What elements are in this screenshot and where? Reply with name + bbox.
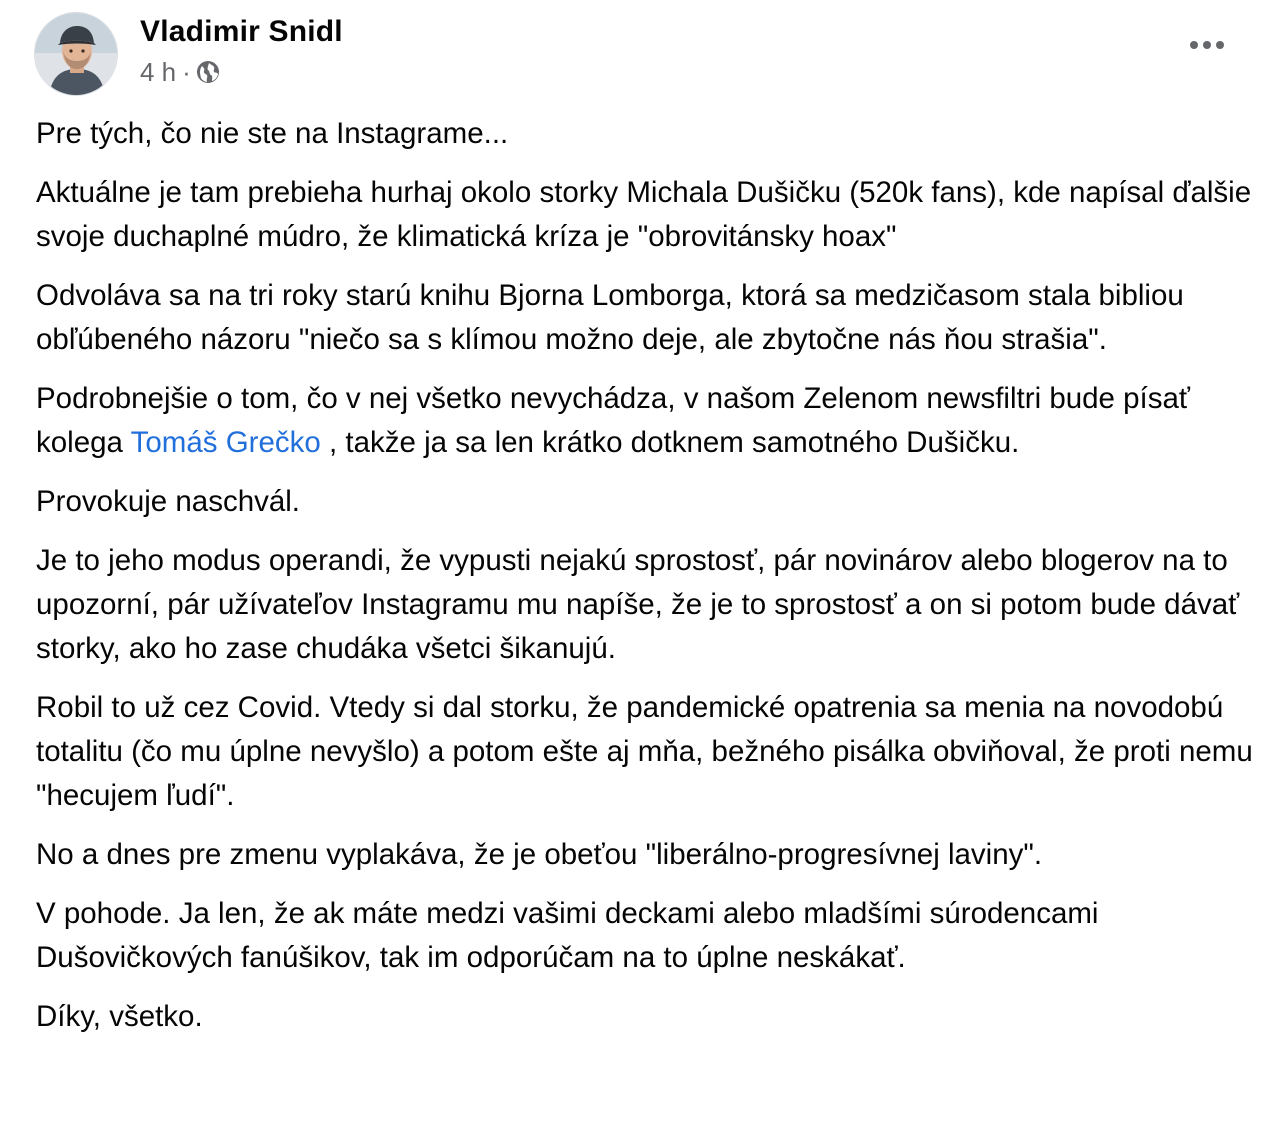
- globe-icon[interactable]: [195, 59, 221, 85]
- paragraph: Robil to už cez Covid. Vtedy si dal storku, že pandemické opatrenia sa menia na novodobú totalitu (čo mu úplne nevyšlo) a potom ešte aj mňa, bežného pisálka obviňoval, že proti nemu "hecujem ľudí".: [36, 691, 1253, 812]
- meta-separator: ·: [182, 56, 191, 87]
- paragraph: V pohode. Ja len, že ak máte medzi vašimi deckami alebo mladšími súrodencami Dušovičkových fanúšikov, tak im odporúčam na to úplne neskákať.: [36, 897, 1099, 974]
- paragraph: No a dnes pre zmenu vyplakáva, že je obeťou "liberálno-progresívnej laviny".: [36, 838, 1043, 871]
- paragraph: [36, 377, 1256, 465]
- avatar-image: [35, 13, 118, 96]
- post-time[interactable]: 4 h: [140, 56, 177, 87]
- more-options-icon: [1189, 40, 1225, 50]
- post-header: [34, 12, 1254, 102]
- avatar[interactable]: [34, 12, 118, 96]
- paragraph: Provokuje naschvál.: [36, 485, 301, 518]
- paragraph: Odvoláva sa na tri roky starú knihu Bjorna Lomborga, ktorá sa medzičasom stala bibliou obľúbeného názoru "niečo sa s klímou možno deje, ale zbytočne nás ňou strašia".: [36, 279, 1184, 356]
- mention-link[interactable]: Tomáš Grečko: [130, 426, 321, 459]
- paragraph: Pre tých, čo nie ste na Instagrame...: [36, 117, 509, 150]
- paragraph-text: , takže ja sa len krátko dotknem samotného Dušičku.: [328, 426, 1020, 459]
- paragraph: Je to jeho modus operandi, že vypusti nejakú sprostosť, pár novinárov alebo blogerov na to upozorní, pár užívateľov Instagramu mu napíše, že je to sprostosť a on si potom bude dávať storky, ako ho zase chudáka všetci šikanujú.: [36, 544, 1240, 665]
- more-options-button[interactable]: [1182, 32, 1232, 58]
- paragraph: Aktuálne je tam prebieha hurhaj okolo storky Michala Dušičku (520k fans), kde napísal ďalšie svoje duchaplné múdro, že klimatická kríza je "obrovitánsky hoax": [36, 176, 1252, 253]
- post-text: [36, 112, 1256, 1054]
- paragraph-text: Podrobnejšie o tom, čo v nej všetko nevychádza, v našom Zelenom newsfiltri bude písať kolega: [36, 382, 1190, 459]
- post-meta: [140, 56, 221, 88]
- author-name[interactable]: Vladimir Snidl: [140, 15, 343, 48]
- paragraph: Díky, všetko.: [36, 1000, 203, 1033]
